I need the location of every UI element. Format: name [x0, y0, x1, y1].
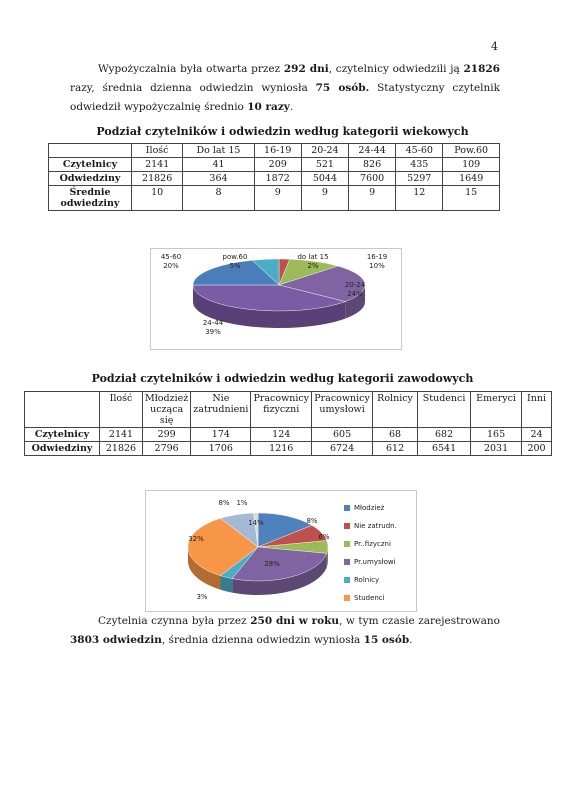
slice-label: 28%: [264, 560, 280, 568]
closing-text-2: , w tym czasie zarejestrowano: [339, 615, 500, 627]
table-cell: 826: [349, 158, 396, 172]
table-header: 16-19: [254, 144, 301, 158]
age-table-title: Podział czytelników i odwiedzin według kategorii wiekowych: [96, 125, 469, 138]
legend-swatch: [344, 541, 350, 547]
table-cell: [49, 144, 132, 158]
table-cell: 7600: [349, 172, 396, 186]
legend-item: [344, 499, 397, 517]
table-cell: 8: [183, 186, 254, 211]
table-row: [25, 442, 552, 456]
closing-paragraph: [70, 612, 500, 650]
table-cell: 209: [254, 158, 301, 172]
slice-label: 8%: [218, 499, 230, 507]
table-cell: 124: [251, 428, 312, 442]
intro-days: 292 dni: [283, 63, 329, 75]
table-header: Do lat 15: [183, 144, 254, 158]
legend-swatch: [344, 577, 350, 583]
intro-text-4: Statystyczny czytelnik odwiedził wypożyczalnię średnio: [70, 82, 500, 113]
row-label: Odwiedziny: [25, 442, 100, 456]
slice-label: pow.60 5%: [222, 253, 248, 270]
table-cell: 605: [312, 428, 373, 442]
table-header: Pow.60: [443, 144, 500, 158]
slice-label: 3%: [196, 593, 208, 601]
table-header: Nie zatrudnieni: [191, 392, 251, 428]
table-cell: 612: [373, 442, 418, 456]
legend-item: [344, 535, 397, 553]
table-cell: 174: [191, 428, 251, 442]
table-header: Pracownicy fizyczni: [251, 392, 312, 428]
prof-table-title: Podział czytelników i odwiedzin według kategorii zawodowych: [91, 372, 474, 385]
table-row: [49, 172, 500, 186]
legend-label: Studenci: [354, 594, 385, 602]
table-cell: 6724: [312, 442, 373, 456]
closing-visits: 3803 odwiedzin: [70, 634, 162, 646]
table-cell: 1649: [443, 172, 500, 186]
table-cell: 364: [183, 172, 254, 186]
table-cell: 41: [183, 158, 254, 172]
slice-label: 8%: [306, 517, 318, 525]
table-cell: 435: [396, 158, 443, 172]
age-pie-chart: [150, 248, 402, 350]
intro-text-2: , czytelnicy odwiedzili ją: [328, 63, 464, 75]
table-cell: 2796: [143, 442, 191, 456]
slice-label: 24-44 39%: [202, 319, 224, 336]
row-label: Czytelnicy: [49, 158, 132, 172]
slice-label: 32%: [188, 535, 204, 543]
table-row: [25, 392, 552, 428]
table-cell: 6541: [418, 442, 471, 456]
closing-days: 250 dni w roku: [250, 615, 340, 627]
intro-text-5: .: [289, 101, 294, 113]
prof-table: [24, 391, 552, 456]
table-cell: 5297: [396, 172, 443, 186]
row-label: Średnie odwiedziny: [49, 186, 132, 211]
legend-label: Rolnicy: [354, 576, 380, 584]
prof-pie-chart: [145, 490, 417, 612]
page-number: 4: [491, 40, 498, 53]
table-row: [49, 158, 500, 172]
table-cell: 109: [443, 158, 500, 172]
row-label: Czytelnicy: [25, 428, 100, 442]
table-header: Emeryci: [471, 392, 522, 428]
table-cell: 165: [471, 428, 522, 442]
table-cell: 21826: [132, 172, 183, 186]
table-cell: 10: [132, 186, 183, 211]
legend-label: Pr.umysłowi: [354, 558, 396, 566]
table-cell: 2031: [471, 442, 522, 456]
legend-label: Pr..fizyczni: [354, 540, 391, 548]
legend-label: Młodzież: [354, 504, 385, 512]
legend-swatch: [344, 595, 350, 601]
legend-item: [344, 517, 397, 535]
table-header: Ilość: [100, 392, 143, 428]
slice-label: 45-60 20%: [160, 253, 182, 270]
closing-text-3: , średnia dzienna odwiedzin wyniosła: [161, 634, 364, 646]
table-cell: 24: [522, 428, 552, 442]
table-header: 45-60: [396, 144, 443, 158]
closing-text-1: Czytelnia czynna była przez: [98, 615, 251, 627]
table-header: Młodzież ucząca się: [143, 392, 191, 428]
table-cell: 15: [443, 186, 500, 211]
legend-swatch: [344, 505, 350, 511]
row-label: Odwiedziny: [49, 172, 132, 186]
age-table: [48, 143, 500, 211]
table-cell: 9: [349, 186, 396, 211]
table-header: Rolnicy: [373, 392, 418, 428]
table-header: Pracownicy umysłowi: [312, 392, 373, 428]
intro-avg: 10 razy: [247, 101, 290, 113]
prof-legend: [344, 499, 397, 607]
legend-swatch: [344, 523, 350, 529]
table-header: 24-44: [349, 144, 396, 158]
table-cell: 1216: [251, 442, 312, 456]
legend-swatch: [344, 559, 350, 565]
table-cell: 68: [373, 428, 418, 442]
table-cell: 200: [522, 442, 552, 456]
table-cell: 5044: [301, 172, 348, 186]
table-cell: 9: [254, 186, 301, 211]
legend-item: [344, 589, 397, 607]
slice-label: 20-24 24%: [344, 281, 366, 298]
intro-daily: 75 osób.: [315, 82, 370, 94]
table-cell: 299: [143, 428, 191, 442]
table-row: [49, 186, 500, 211]
table-cell: 1706: [191, 442, 251, 456]
table-cell: 682: [418, 428, 471, 442]
closing-daily: 15 osób: [363, 634, 410, 646]
table-header: Inni: [522, 392, 552, 428]
table-header: Studenci: [418, 392, 471, 428]
table-cell: 2141: [132, 158, 183, 172]
table-cell: 21826: [100, 442, 143, 456]
table-cell: [25, 392, 100, 428]
slice-label: 16-19 10%: [366, 253, 388, 270]
table-cell: 9: [301, 186, 348, 211]
slice-label: 1%: [236, 499, 248, 507]
closing-text-4: .: [409, 634, 413, 646]
slice-label: 14%: [248, 519, 264, 527]
legend-label: Nie zatrudn.: [354, 522, 397, 530]
table-header: Ilość: [132, 144, 183, 158]
intro-paragraph: [70, 60, 500, 117]
table-row: [49, 144, 500, 158]
table-cell: 521: [301, 158, 348, 172]
intro-text-1: Wypożyczalnia była otwarta przez: [98, 63, 284, 75]
intro-text-3: razy, średnia dzienna odwiedzin wyniosła: [70, 82, 316, 94]
legend-item: [344, 571, 397, 589]
legend-item: [344, 553, 397, 571]
table-cell: 1872: [254, 172, 301, 186]
table-cell: 12: [396, 186, 443, 211]
table-cell: 2141: [100, 428, 143, 442]
intro-visits: 21826: [463, 63, 500, 75]
table-row: [25, 428, 552, 442]
table-header: 20-24: [301, 144, 348, 158]
age-pie-svg: [151, 249, 401, 349]
slice-label: do lat 15 2%: [297, 253, 329, 270]
slice-label: 6%: [318, 533, 330, 541]
